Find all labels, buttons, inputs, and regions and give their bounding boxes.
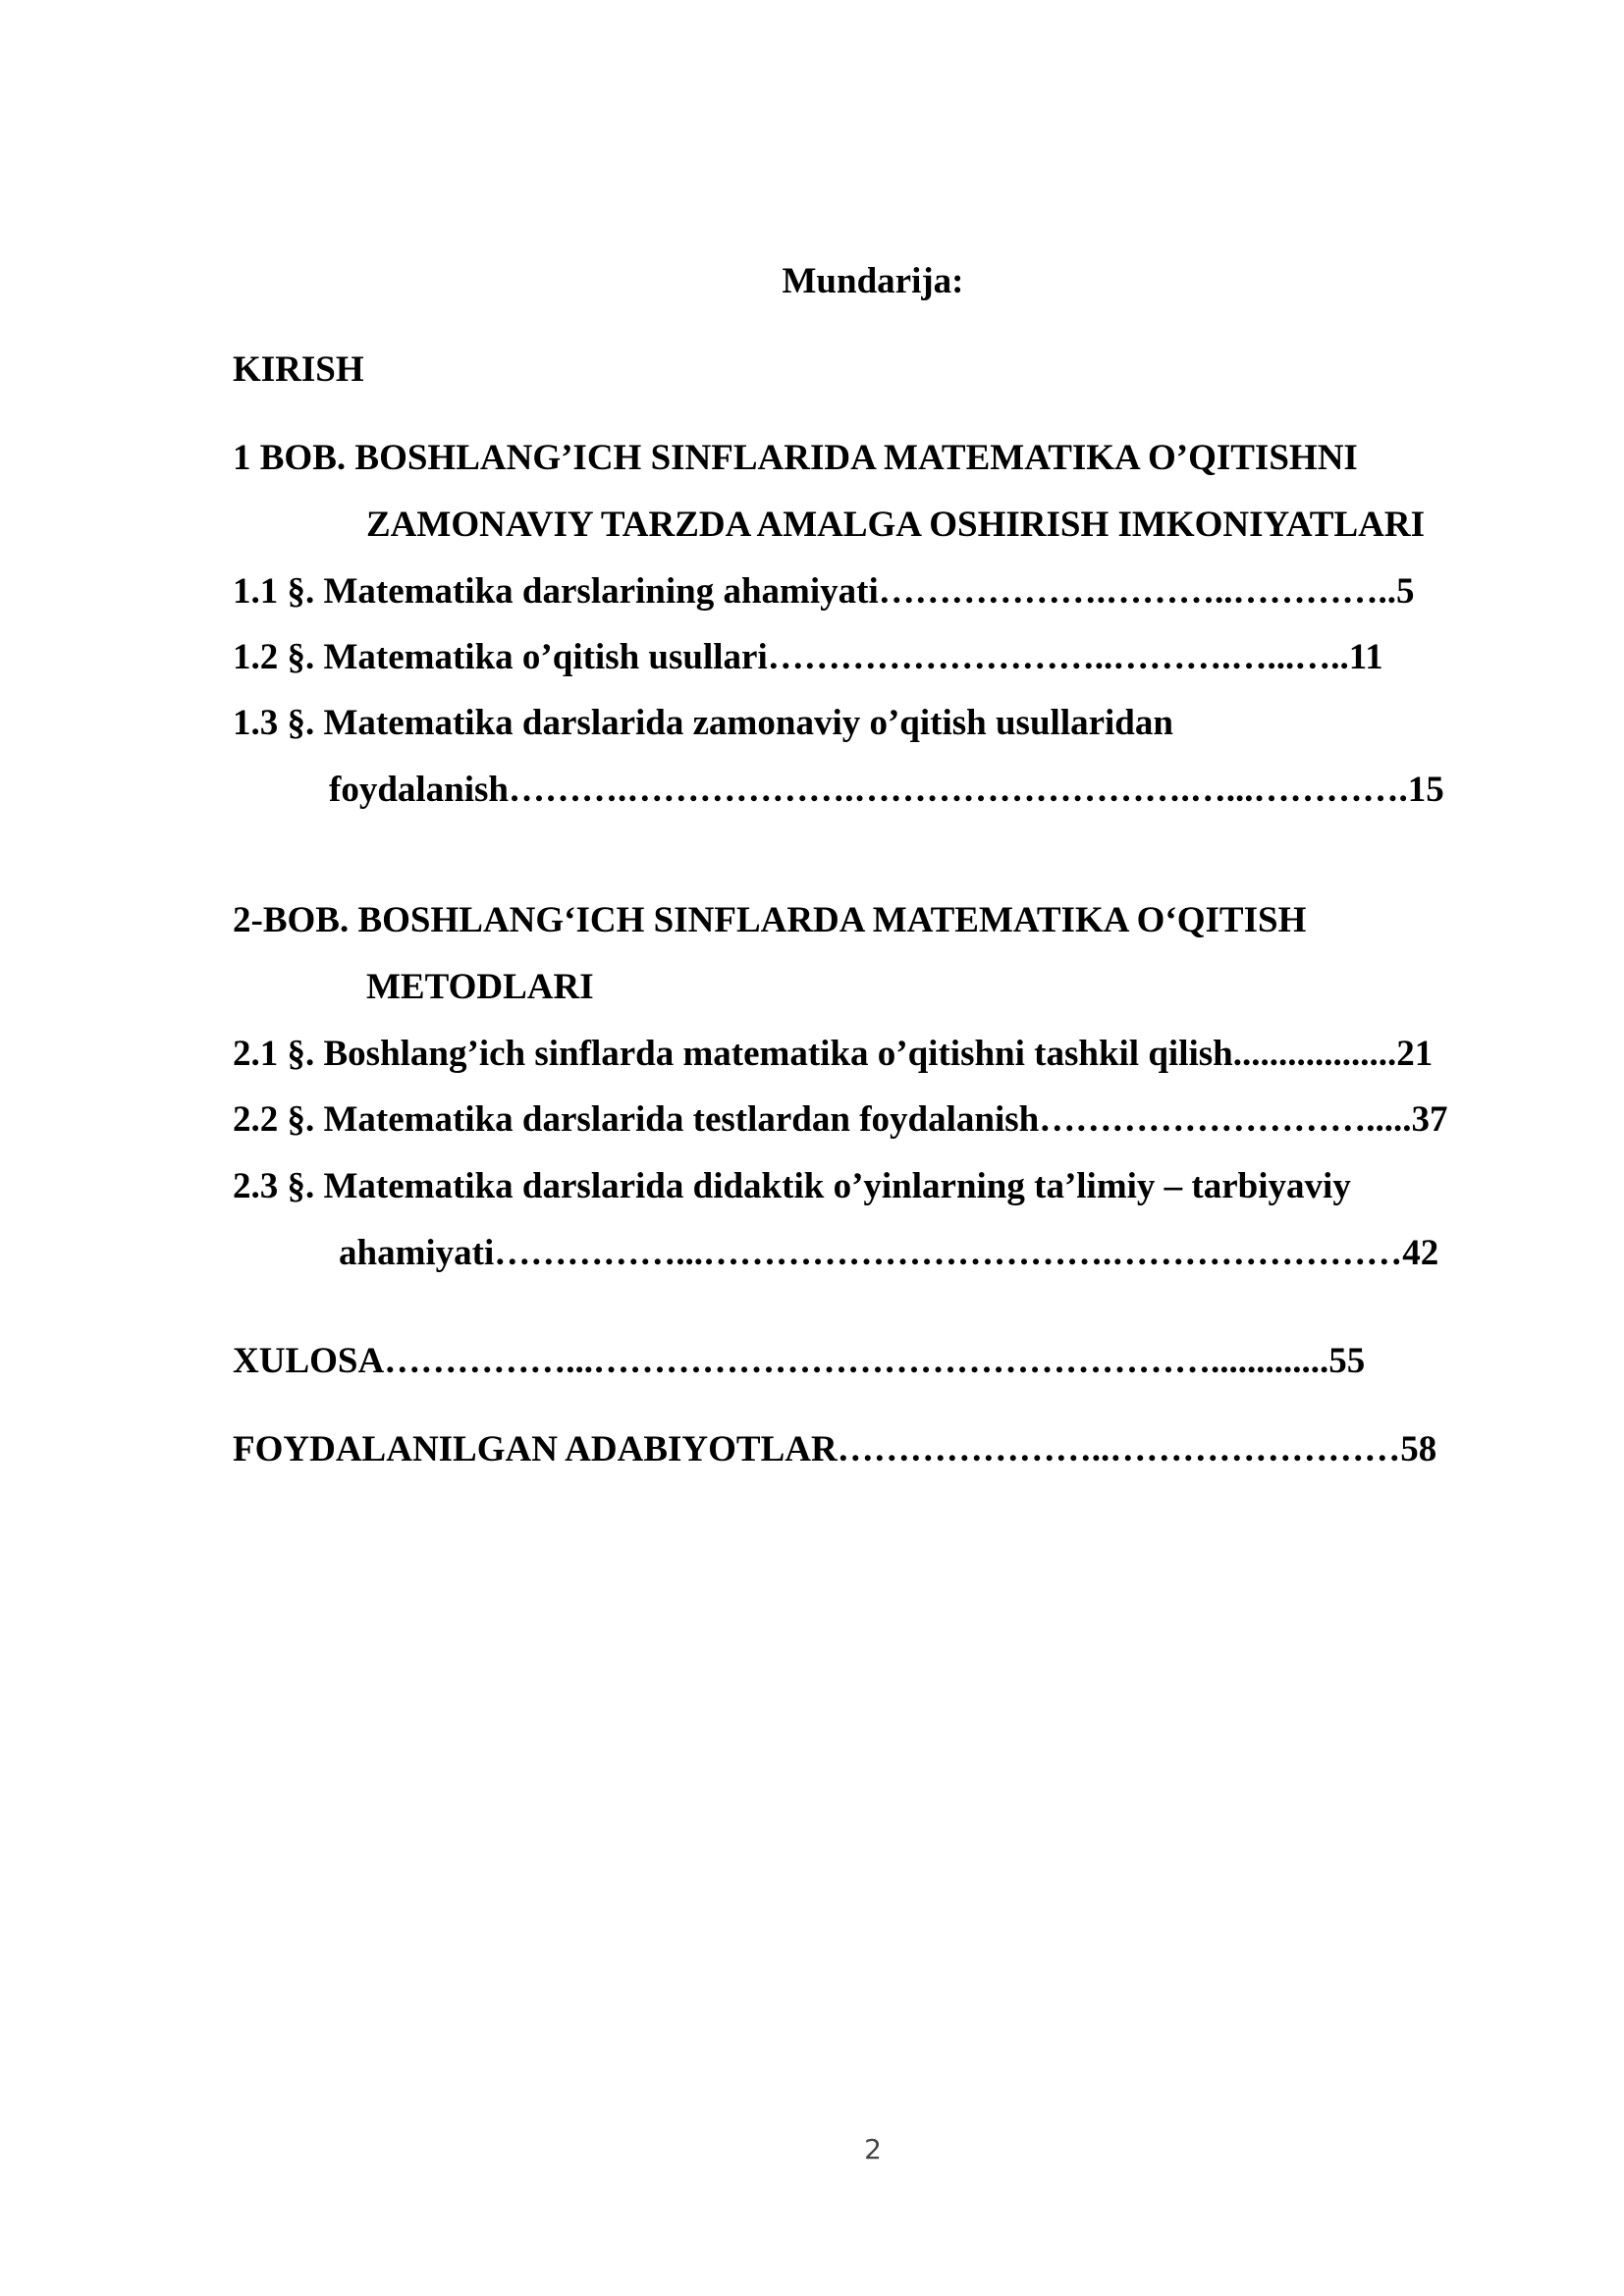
chapter2-heading-line2: METODLARI bbox=[366, 967, 594, 1007]
toc-entry-2-3: 2.3 §. Matematika darslarida didaktik o’yinlarning ta’limiy – tarbiyaviy bbox=[233, 1166, 1351, 1206]
chapter1-heading-line1: 1 BOB. BOSHLANG’ICH SINFLARIDA MATEMATIKA O’QITISHNI bbox=[233, 438, 1358, 478]
toc-entry-intro: KIRISH bbox=[233, 349, 364, 390]
toc-entry-2-3-continued: ahamiyati……………...…………………………….……………………42 bbox=[339, 1233, 1439, 1273]
chapter1-heading-line2: ZAMONAVIY TARZDA AMALGA OSHIRISH IMKONIYATLARI bbox=[366, 505, 1425, 545]
toc-entry-2-2: 2.2 §. Matematika darslarida testlardan foydalanish……………………….....37 bbox=[233, 1099, 1448, 1140]
page-number: 2 bbox=[864, 2133, 882, 2165]
toc-entry-references: FOYDALANILGAN ADABIYOTLAR…………………..……………………58 bbox=[233, 1429, 1437, 1469]
toc-entry-2-1: 2.1 §. Boshlang’ich sinflarda matematika o’qitishni tashkil qilish..................21 bbox=[233, 1034, 1434, 1074]
toc-entry-1-1: 1.1 §. Matematika darslarining ahamiyati……………….………..…………..5 bbox=[233, 571, 1415, 612]
toc-title: Mundarija: bbox=[782, 261, 964, 301]
toc-entry-1-3-continued: foydalanish……….……………….……………………….…...………….15 bbox=[329, 770, 1444, 810]
toc-entry-conclusion: XULOSA……………...…………………………………………….............55 bbox=[233, 1341, 1366, 1381]
toc-entry-1-3: 1.3 §. Matematika darslarida zamonaviy o’qitish usullaridan bbox=[233, 703, 1173, 743]
chapter2-heading-line1: 2-BOB. BOSHLANG‘ICH SINFLARDA MATEMATIKA O‘QITISH bbox=[233, 900, 1307, 940]
toc-entry-1-2: 1.2 §. Matematika o’qitish usullari………………………..……….…...…..11 bbox=[233, 637, 1383, 677]
